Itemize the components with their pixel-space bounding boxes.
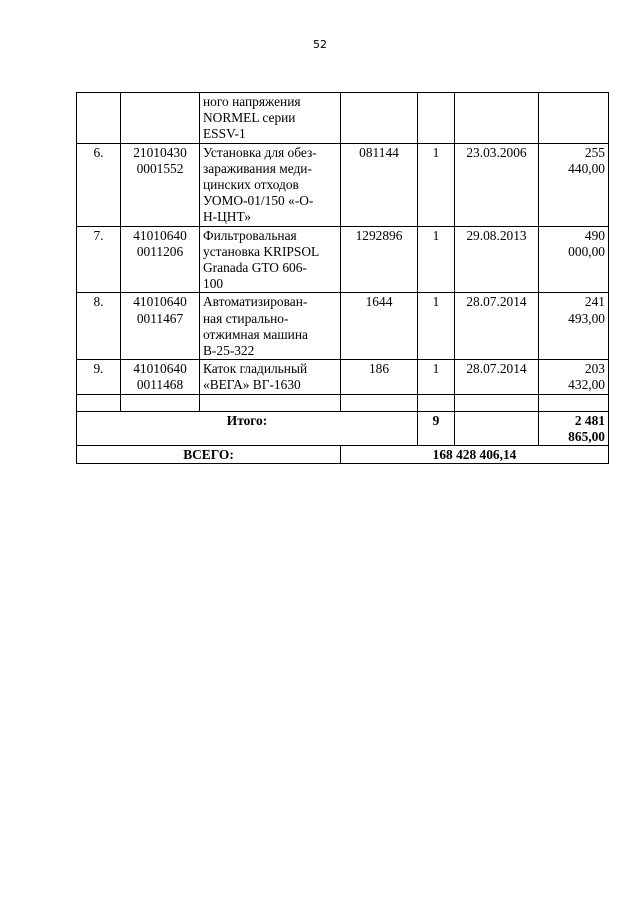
cell-inventory: 41010640 0011468: [121, 360, 200, 394]
page-number: 52: [313, 38, 327, 51]
table-row-empty: [77, 394, 609, 411]
cell-name: ного напряжения NORMEL серии ESSV-1: [200, 93, 341, 144]
subtotal-row: [77, 411, 609, 445]
cell-inventory: 21010430 0001552: [121, 143, 200, 226]
cell-empty: [418, 394, 455, 411]
cell-empty: [539, 394, 609, 411]
cell-num: 9.: [77, 360, 121, 394]
cell-date: 28.07.2014: [455, 360, 539, 394]
cell-date: 28.07.2014: [455, 293, 539, 360]
cell-cost: 490 000,00: [539, 226, 609, 293]
cell-inventory: 41010640 0011467: [121, 293, 200, 360]
subtotal-qty: 9: [418, 411, 455, 445]
cell-num: [77, 93, 121, 144]
cell-date: 29.08.2013: [455, 226, 539, 293]
cell-factory-no: 1644: [341, 293, 418, 360]
cell-date: 23.03.2006: [455, 143, 539, 226]
table-row: [77, 226, 609, 293]
table-row: [77, 360, 609, 394]
cell-factory-no: 081144: [341, 143, 418, 226]
cell-cost: 255 440,00: [539, 143, 609, 226]
table-row: [77, 143, 609, 226]
cell-empty: [200, 394, 341, 411]
cell-num: 8.: [77, 293, 121, 360]
cell-cost: 241 493,00: [539, 293, 609, 360]
cell-name: Каток гладильный «ВЕГА» ВГ-1630: [200, 360, 341, 394]
inventory-table: [76, 92, 609, 464]
cell-name: Автоматизирован- ная стирально- отжимная машина В-25-322: [200, 293, 341, 360]
table-row: [77, 293, 609, 360]
cell-inventory: 41010640 0011206: [121, 226, 200, 293]
grand-total-row: [77, 446, 609, 464]
cell-num: 6.: [77, 143, 121, 226]
cell-qty: 1: [418, 293, 455, 360]
cell-date: [455, 93, 539, 144]
cell-factory-no: 186: [341, 360, 418, 394]
cell-inventory: [121, 93, 200, 144]
cell-qty: [418, 93, 455, 144]
cell-name: Фильтровальная установка KRIPSOL Granada GTO 606- 100: [200, 226, 341, 293]
cell-empty: [341, 394, 418, 411]
subtotal-label: Итого:: [77, 411, 418, 445]
cell-factory-no: [341, 93, 418, 144]
subtotal-cost: 2 481 865,00: [539, 411, 609, 445]
cell-empty: [455, 394, 539, 411]
subtotal-date-empty: [455, 411, 539, 445]
cell-qty: 1: [418, 226, 455, 293]
table-row-continuation: [77, 93, 609, 144]
cell-factory-no: 1292896: [341, 226, 418, 293]
cell-cost: [539, 93, 609, 144]
grand-total-value: 168 428 406,14: [341, 446, 609, 464]
grand-total-label: ВСЕГО:: [77, 446, 341, 464]
cell-empty: [77, 394, 121, 411]
cell-qty: 1: [418, 360, 455, 394]
cell-name: Установка для обез- зараживания меди- цинских отходов УОМО-01/150 «-О- Н-ЦНТ»: [200, 143, 341, 226]
cell-empty: [121, 394, 200, 411]
cell-qty: 1: [418, 143, 455, 226]
cell-num: 7.: [77, 226, 121, 293]
cell-cost: 203 432,00: [539, 360, 609, 394]
